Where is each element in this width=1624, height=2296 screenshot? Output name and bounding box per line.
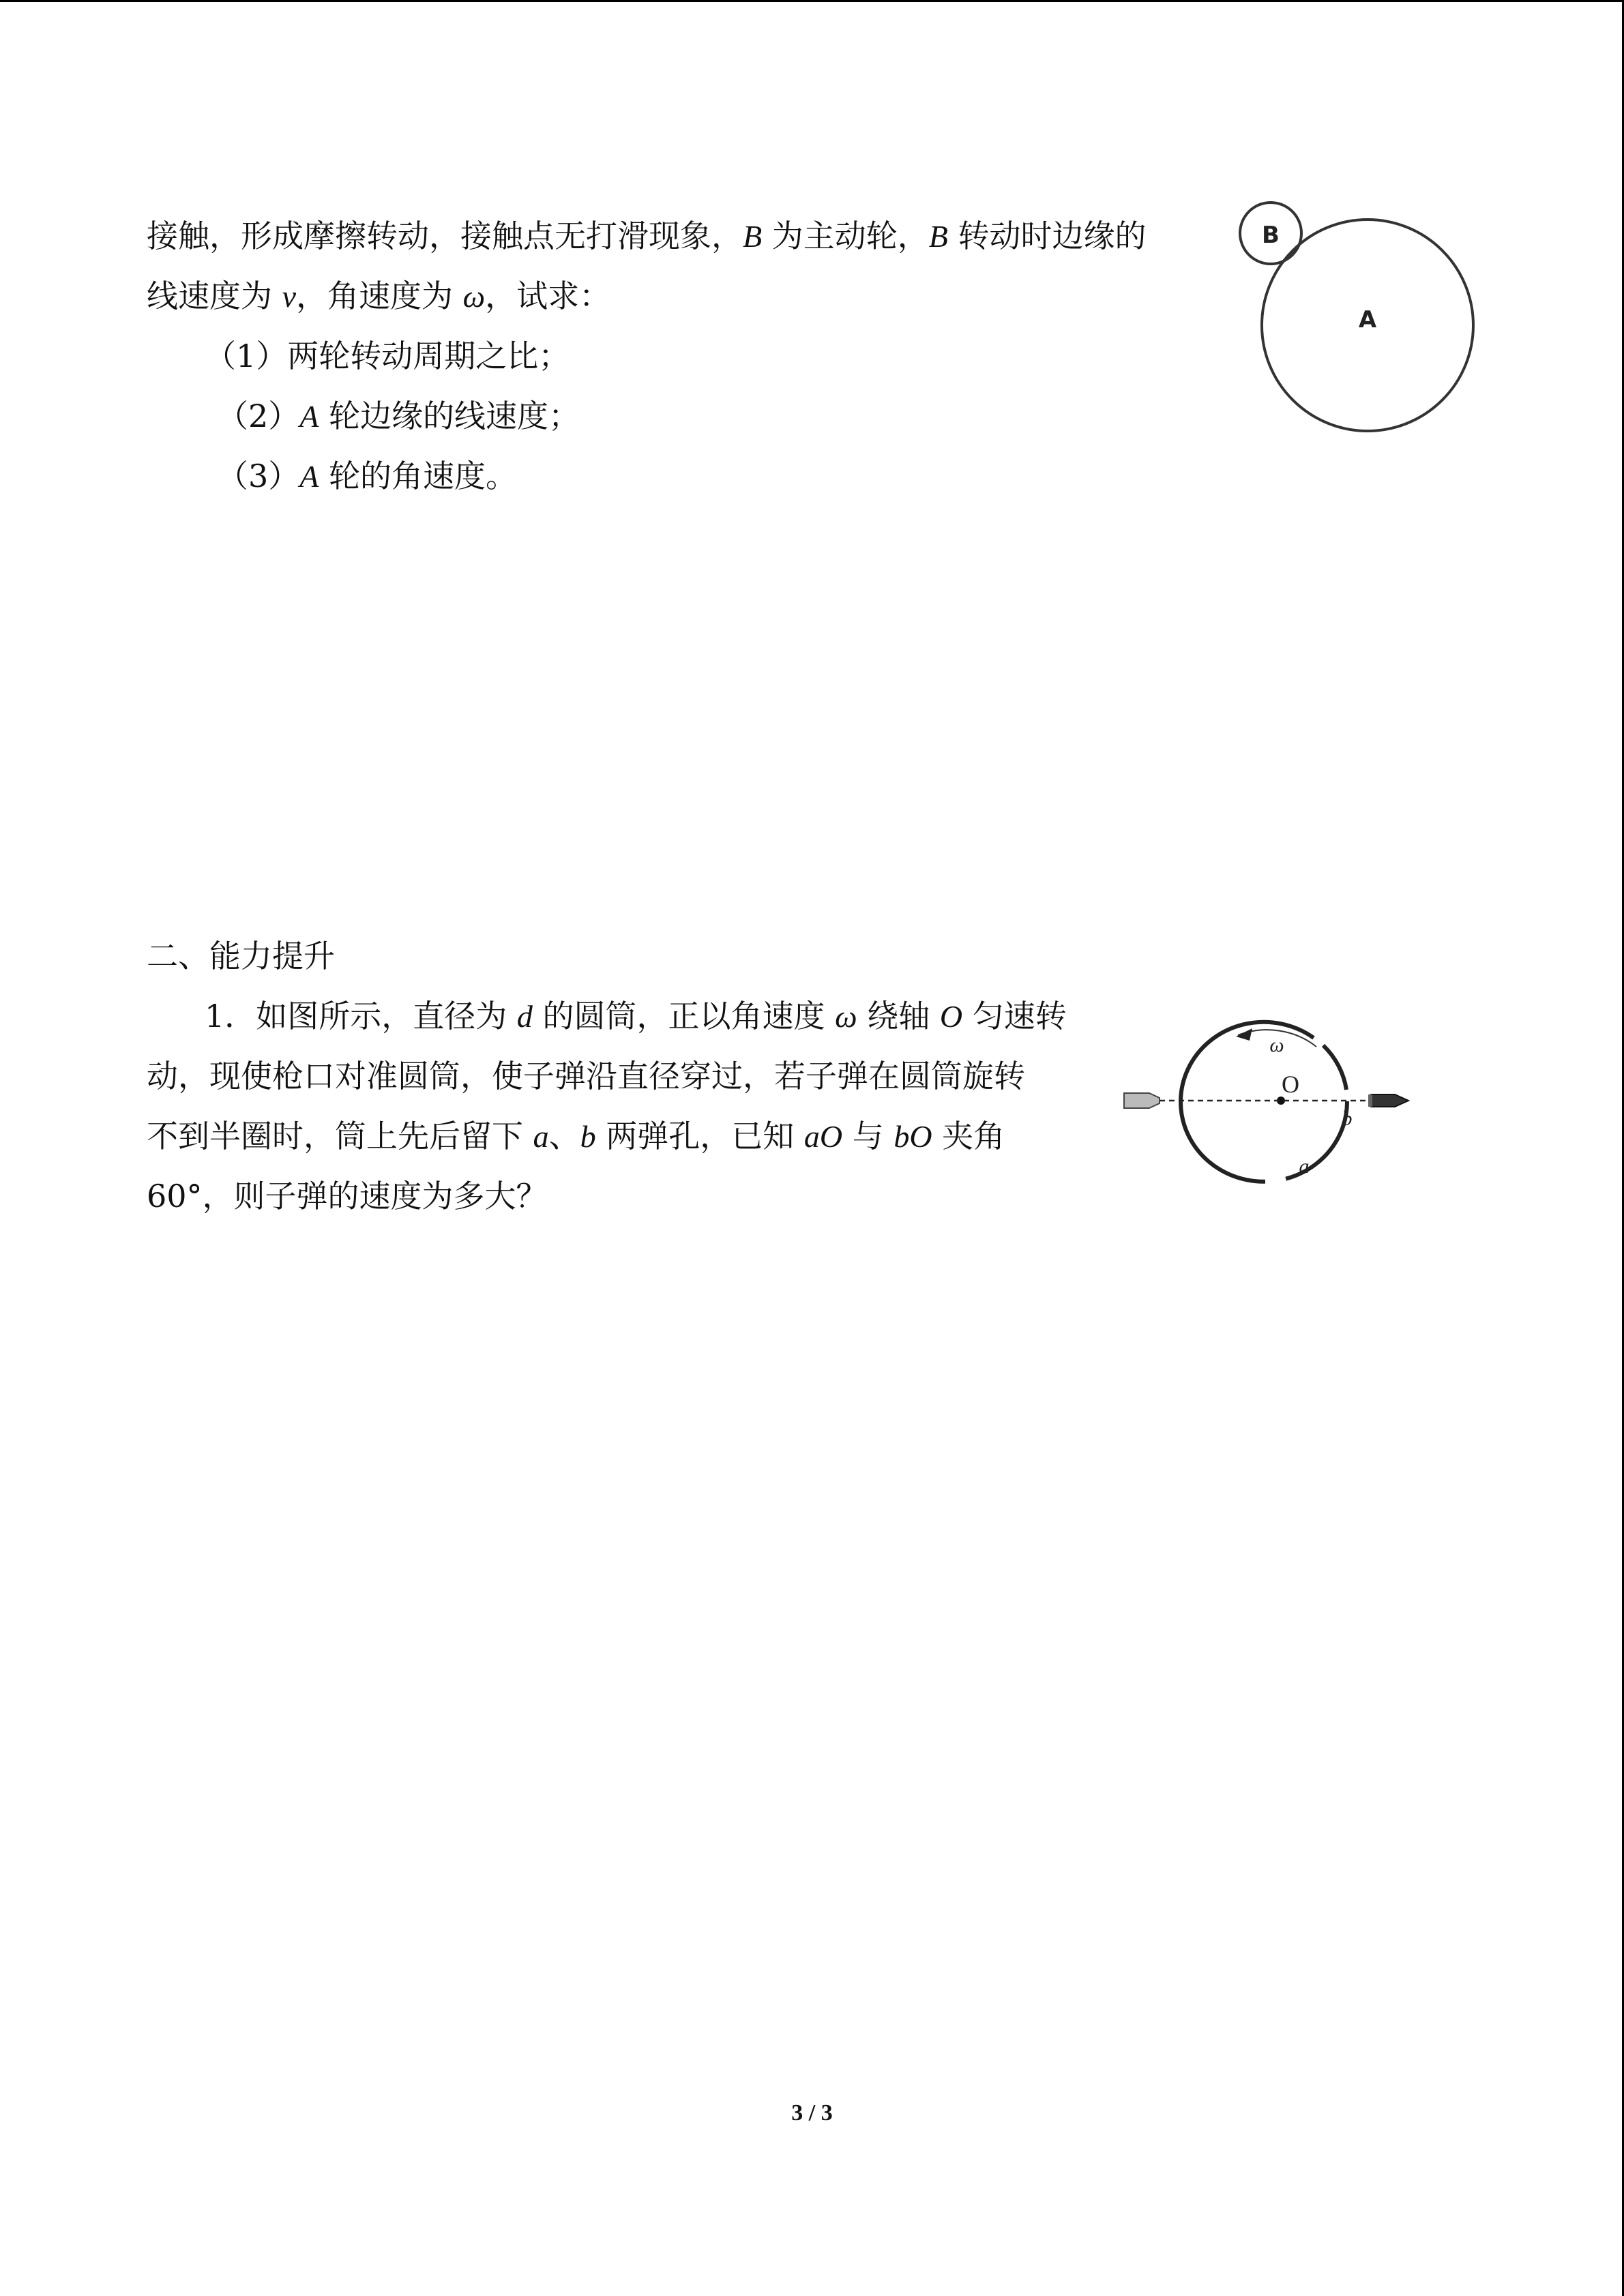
problem1-line2-text-a: 线速度为 (147, 278, 282, 314)
var-bo: bO (894, 1119, 932, 1154)
center-label: O (1282, 1071, 1299, 1098)
question-2-prefix: （2） (217, 398, 300, 434)
problem1-line1-text-c: 为主动轮， (762, 218, 929, 254)
question-3-prefix: （3） (217, 458, 300, 494)
wheel-b-label: B (1262, 222, 1280, 249)
problem1-line2-text-b: ，角速度为 (296, 278, 463, 314)
var-ao: aO (803, 1119, 843, 1154)
problem1-line1 (147, 215, 1146, 257)
var-b: B (928, 219, 948, 254)
problem2-line1-text-a: 1．如图所示，直径为 (205, 998, 517, 1034)
var-d: d (516, 999, 533, 1034)
section-title-text: 二、能力提升 (147, 938, 335, 974)
bullet-tail (1368, 1094, 1372, 1107)
problem2-line3-text-b: 、 (548, 1118, 580, 1154)
var-o: O (939, 999, 963, 1034)
cylinder-rim (1181, 1022, 1347, 1182)
problem2-line2 (147, 1056, 1025, 1097)
problem2-line1-text-b: 的圆筒，正以角速度 (532, 998, 836, 1034)
problem1-line1-text-e: 转动时边缘的 (947, 218, 1147, 254)
problem2-line3-text-e: 夹角 (932, 1118, 1005, 1154)
problem2-line3 (147, 1116, 1005, 1157)
var-b: B (743, 219, 763, 254)
cylinder-figure (1119, 1009, 1419, 1193)
gun-muzzle-icon (1124, 1093, 1160, 1108)
problem2-line1-text-d: 匀速转 (962, 998, 1067, 1034)
problem2-line1 (205, 996, 1067, 1037)
problem1-question-3 (217, 456, 517, 497)
var-a: A (299, 459, 319, 494)
problem2-line3-text-c: 两弹孔，已知 (595, 1118, 804, 1154)
page-number-text: 3 / 3 (791, 2100, 833, 2126)
question-3-text: 轮的角速度。 (319, 458, 518, 494)
var-a: A (299, 399, 319, 434)
page-border-top (0, 0, 1624, 2)
problem2-line3-text-a: 不到半圈时，筒上先后留下 (147, 1118, 533, 1154)
problem2-line1-text-c: 绕轴 (857, 998, 940, 1034)
problem2-line4 (147, 1176, 548, 1217)
problem1-question-2 (217, 396, 580, 437)
wheels-figure (1228, 191, 1494, 443)
var-b-hole: b (580, 1119, 596, 1154)
var-omega: ω (462, 279, 486, 314)
problem1-line1-text-a: 接触，形成摩擦转动，接触点无打滑现象， (147, 218, 743, 254)
hole-a-label: a (1299, 1155, 1310, 1178)
problem2-line4-text: 60°，则子弹的速度为多大？ (147, 1178, 548, 1214)
section-title (147, 936, 335, 976)
var-omega: ω (835, 999, 857, 1034)
problem1-line2-text-c: ，试求： (485, 278, 611, 314)
var-v: v (282, 279, 297, 314)
wheel-a-label: A (1358, 306, 1377, 333)
cylinder-rim-segment (1323, 1045, 1346, 1090)
var-a-hole: a (533, 1119, 549, 1154)
problem1-question-1 (205, 336, 570, 376)
cylinder-rim-segment (1265, 1178, 1286, 1181)
problem2-line2-text: 动，现使枪口对准圆筒，使子弹沿直径穿过，若子弹在圆筒旋转 (147, 1058, 1025, 1094)
hole-b-label: b (1342, 1107, 1353, 1130)
problem1-line2 (147, 275, 610, 317)
bullet-icon (1371, 1094, 1408, 1107)
omega-label: ω (1269, 1034, 1284, 1056)
question-2-text: 轮边缘的线速度； (319, 398, 580, 434)
problem2-line3-text-d: 与 (842, 1118, 894, 1154)
question-1-text: （1）两轮转动周期之比； (205, 338, 570, 374)
page-number (0, 2100, 1624, 2126)
